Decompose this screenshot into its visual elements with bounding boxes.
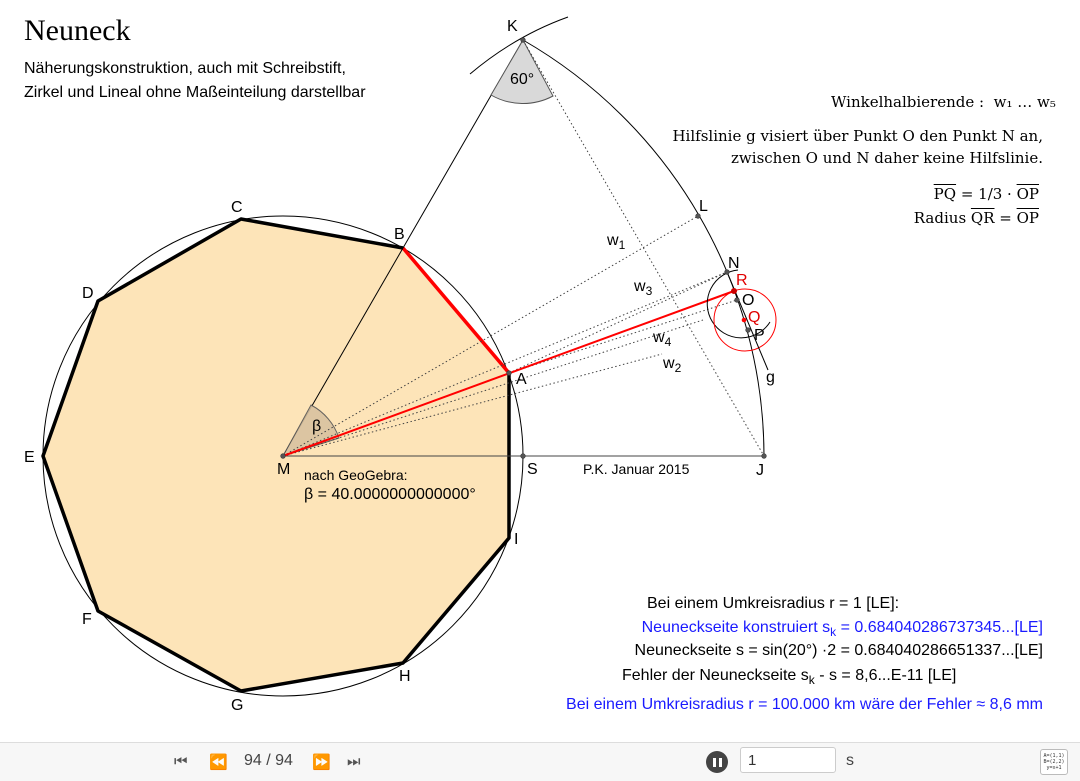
label-o: O — [742, 292, 755, 309]
subtitle-line-2: Zirkel und Lineal ohne Maßeinteilung darstellbar — [24, 84, 366, 101]
point-a[interactable] — [507, 371, 512, 376]
label-r: R — [736, 272, 748, 289]
pq-formula: $\overline{PQ} = 1/3 \cdot \overline{OP}$ — [933, 185, 1039, 203]
helper-line-note-1: Hilfslinie g visiert über Punkt O den Punkt N an, — [672, 127, 1043, 145]
label-a: A — [516, 371, 527, 388]
result-radius-line: Bei einem Umkreisradius r = 1 [LE]: — [647, 595, 900, 612]
pause-icon-bar-right — [719, 758, 722, 767]
label-n: N — [728, 255, 740, 272]
page-title: Neuneck — [24, 14, 131, 47]
label-i: I — [514, 531, 519, 548]
point-q[interactable] — [742, 318, 747, 323]
result-constructed-side: Neuneckseite konstruiert $s_k = 0.684040286737345...[LE]$ — [641, 619, 1043, 640]
label-c: C — [231, 199, 243, 216]
dotted-a-o — [509, 300, 737, 376]
point-s[interactable] — [521, 454, 526, 459]
previous-step-icon[interactable]: ⏪ — [209, 754, 228, 771]
label-w1: $w_1$ — [607, 232, 626, 253]
result-km-error: Bei einem Umkreisradius r = 100.000 km wäre der Fehler ≈ 8,6 mm — [566, 696, 1043, 713]
label-m: M — [277, 461, 291, 478]
point-m[interactable] — [281, 454, 286, 459]
label-l: L — [699, 198, 708, 215]
label-w3: $w_3$ — [634, 278, 653, 299]
credit: P.K. Januar 2015 — [583, 461, 690, 477]
angle-k-label: 60° — [510, 71, 535, 88]
beta-value: β = 40.0000000000000° — [304, 486, 476, 503]
step-indicator: 94 / 94 — [244, 752, 293, 769]
label-w4: $w_4$ — [653, 329, 672, 350]
helper-line-note-2: zwischen O und N daher keine Hilfslinie. — [731, 149, 1043, 167]
bisectors-note: Winkelhalbierende : w₁ … w₅ — [831, 93, 1056, 111]
label-q: Q — [748, 309, 761, 326]
next-step-icon[interactable]: ⏩ — [312, 754, 331, 771]
label-d: D — [82, 285, 94, 302]
label-j: J — [756, 462, 764, 479]
speed-input[interactable] — [740, 747, 836, 773]
label-f: F — [82, 611, 92, 628]
algebra-view-icon[interactable]: A=(1,1) B=(2,2) y=x+1 — [1040, 749, 1068, 775]
label-p: P — [754, 327, 765, 344]
point-k[interactable] — [521, 38, 526, 43]
label-s: S — [527, 461, 538, 478]
point-p[interactable] — [746, 328, 751, 333]
player-bar — [0, 742, 1080, 781]
label-h: H — [399, 668, 411, 685]
speed-unit: s — [846, 752, 854, 769]
radius-formula: Radius $\overline{QR} = \overline{OP}$ — [913, 209, 1039, 227]
last-step-icon[interactable]: ⏭ — [347, 753, 361, 770]
label-w2: $w_2$ — [663, 355, 682, 376]
geogebra-note: nach GeoGebra: — [304, 467, 408, 483]
subtitle-line-1: Näherungskonstruktion, auch mit Schreibstift, — [24, 60, 346, 77]
pause-icon-bar-left — [713, 758, 716, 767]
angle-beta-label: β — [312, 418, 322, 435]
point-j[interactable] — [762, 454, 767, 459]
label-g-vertex: G — [231, 697, 244, 714]
result-error: Fehler der Neuneckseite $s_k - s = 8,6...E-11$ [LE] — [622, 667, 957, 688]
pause-button[interactable] — [706, 751, 728, 773]
label-e: E — [24, 449, 35, 466]
result-exact-side: Neuneckseite s = sin(20°) ·2 = 0.684040286651337...[LE] — [634, 642, 1043, 659]
first-step-icon[interactable]: ⏮ — [174, 753, 188, 770]
label-k: K — [507, 18, 518, 35]
label-g: g — [766, 369, 775, 386]
label-b: B — [394, 226, 405, 243]
point-o[interactable] — [735, 298, 740, 303]
